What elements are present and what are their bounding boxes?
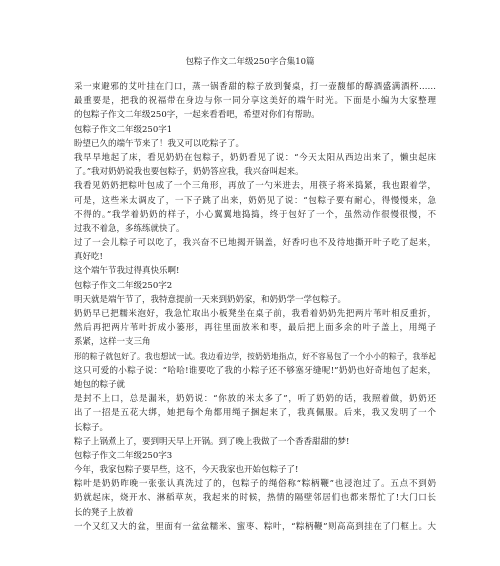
text-line: 的包粽子作文二年级250字，一起来看看吧，希望对你们有帮助。	[74, 110, 320, 121]
text-line: 粽叶是奶奶昨晚一张张认真洗过了的，包粽子的绳俗称“粽柄鞭”也浸泡过了。五点不到奶	[74, 479, 436, 490]
text-line: 系紧，这样一支三角	[74, 337, 151, 348]
section-heading: 包粽子作文二年级250字2	[74, 280, 173, 291]
text-line: 我早早地起了床，看见奶奶在包粽子，奶奶看见了说：“今天太阳从西边出来了，懒虫起床	[74, 152, 436, 163]
text-line: 是封不上口，总是漏米，奶奶说：“你放的米太多了”，听了奶奶的话，我照着做，奶奶还	[74, 394, 436, 405]
text-line: 过我不着急，多练练就快了。	[74, 223, 185, 234]
text-line: 盼望已久的端午节来了！我又可以吃粽子了。	[74, 138, 245, 149]
section-heading: 包粽子作文二年级250字1	[74, 124, 173, 135]
text-line: 我看见奶奶把粽叶包成了一个三角形，再放了一勺米进去，用筷子将米捣紧，我也跟着学，	[74, 181, 436, 192]
text-line: 出了一招是五花大绑，她把每个角都用绳子捆起来了，我真佩服。后来，我又发明了一个	[74, 408, 436, 419]
text-line: 采一束避邪的艾叶挂在门口，蒸一锅香甜的粽子放到餐桌，打一壶馥郁的醇酒盛满酒杯……	[74, 82, 436, 92]
text-line: 真好吃!	[74, 252, 103, 263]
text-line: 可是，这些米太调皮了，一下子跳了出来，奶奶见了说：“包粽子要有耐心，得慢慢来，急	[74, 195, 436, 206]
text-line: 这个端午节我过得真快乐啊!	[74, 266, 180, 277]
text-line: 一个又红又大的盆，里面有一盆盆糯米、蜜枣、粽叶，“粽柄鞭”则高高到挂在了门框上。大	[74, 521, 436, 532]
text-line: 长粽子。	[74, 422, 109, 433]
text-line: 最重要是，把我的祝福带在身边与你一同分享这美好的端午时光。下面是小编为大家整理	[74, 96, 436, 107]
text-line: 不得的。”我学着奶奶的样子，小心翼翼地捣捣，终于包好了一个，虽然动作很慢很慢，不	[74, 209, 436, 220]
text-line: 今年，我家包粽子要早些，这不，今天我家也开始包粽子了!	[74, 465, 299, 476]
text-line: 明天就是端午节了，我特意提前一天来到奶奶家，和奶奶学一学包粽子。	[74, 294, 347, 305]
text-line: 然后再把两片苇叶折成小篓形，再往里面放米和枣，最后把上面多余的叶子盖上，用绳子	[74, 323, 436, 334]
text-line: 奶奶早已把糯米泡好，我急忙取出小板凳坐在桌子前，我看着奶奶先把两片苇叶相反重折，	[74, 309, 436, 319]
document-title: 包粽子作文二年级250字合集10篇	[185, 57, 315, 67]
text-line: 粽子上锅煮上了，要到明天早上开锅。到了晚上我做了一个香香甜甜的梦!	[74, 436, 350, 447]
text-line: 长的凳子上放着	[74, 507, 134, 518]
document-body	[74, 80, 436, 534]
section-heading: 包粽子作文二年级250字3	[74, 450, 173, 461]
text-line: 过了一会儿粽子可以吃了，我兴奋不已地揭开锅盖，好香叼也不及待地撕开叶子吃了起来，	[74, 238, 436, 249]
text-line: 这只可爱的小粽子说：“哈哈!谁要吃了我的小粽子还不够塞牙缝呢!”奶奶也好奇地包了起来，	[74, 365, 436, 376]
text-line: 她包的粽子就	[74, 379, 126, 390]
text-line: 奶就起床，烧开水、淋稻草灰，我起来的时候，热情的隔壁邻居们也都来帮忙了!大门口长	[74, 493, 436, 504]
text-line: 了。”我对奶奶说我也要包粽子，奶奶答应我，我兴奋叫起来。	[74, 167, 304, 178]
text-line: 形的粽子就包好了。我也想试一试。我边看边学，按奶奶地指点，好不容易包了一个小小的粽子，我举起	[74, 351, 436, 361]
